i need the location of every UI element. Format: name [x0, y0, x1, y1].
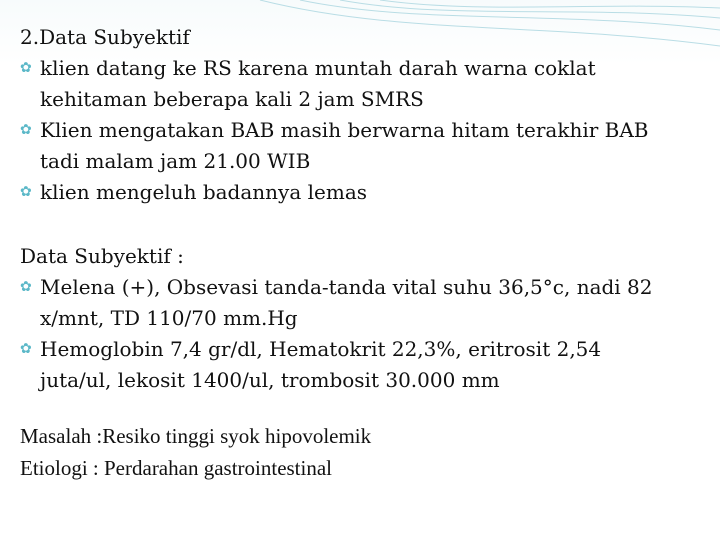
- bullet-item: [20, 334, 710, 365]
- spacer: [20, 208, 710, 241]
- bullet-item: [20, 53, 710, 84]
- flower-bullet-icon: ✿: [20, 184, 32, 200]
- etiologi-line: Etiologi : Perdarahan gastrointestinal: [20, 456, 333, 480]
- bullet-item: [20, 177, 710, 208]
- bullet-continuation: tadi malam jam 21.00 WIB: [40, 149, 311, 173]
- bullet-text: Hemoglobin 7,4 gr/dl, Hematokrit 22,3%, eritrosit 2,54: [40, 337, 602, 361]
- masalah-line: Masalah :Resiko tinggi syok hipovolemik: [20, 424, 372, 448]
- bullet-item: [20, 115, 710, 146]
- slide-content: [20, 22, 710, 484]
- bullet-continuation: juta/ul, lekosit 1400/ul, trombosit 30.000 mm: [40, 368, 500, 392]
- bullet-item: [20, 272, 710, 303]
- bullet-text: Melena (+), Obsevasi tanda-tanda vital suhu 36,5°c, nadi 82: [40, 275, 653, 299]
- flower-bullet-icon: ✿: [20, 122, 32, 138]
- flower-bullet-icon: ✿: [20, 60, 32, 76]
- section-heading: 2.Data Subyektif: [20, 25, 190, 49]
- flower-bullet-icon: ✿: [20, 341, 32, 357]
- section-heading: Data Subyektif :: [20, 244, 184, 268]
- bullet-text: Klien mengatakan BAB masih berwarna hitam terakhir BAB: [40, 118, 649, 142]
- bullet-continuation: x/mnt, TD 110/70 mm.Hg: [40, 306, 298, 330]
- bullet-text: klien datang ke RS karena muntah darah warna coklat: [40, 56, 596, 80]
- flower-bullet-icon: ✿: [20, 279, 32, 295]
- spacer: [20, 396, 710, 420]
- bullet-continuation: kehitaman beberapa kali 2 jam SMRS: [40, 87, 424, 111]
- bullet-text: klien mengeluh badannya lemas: [40, 180, 368, 204]
